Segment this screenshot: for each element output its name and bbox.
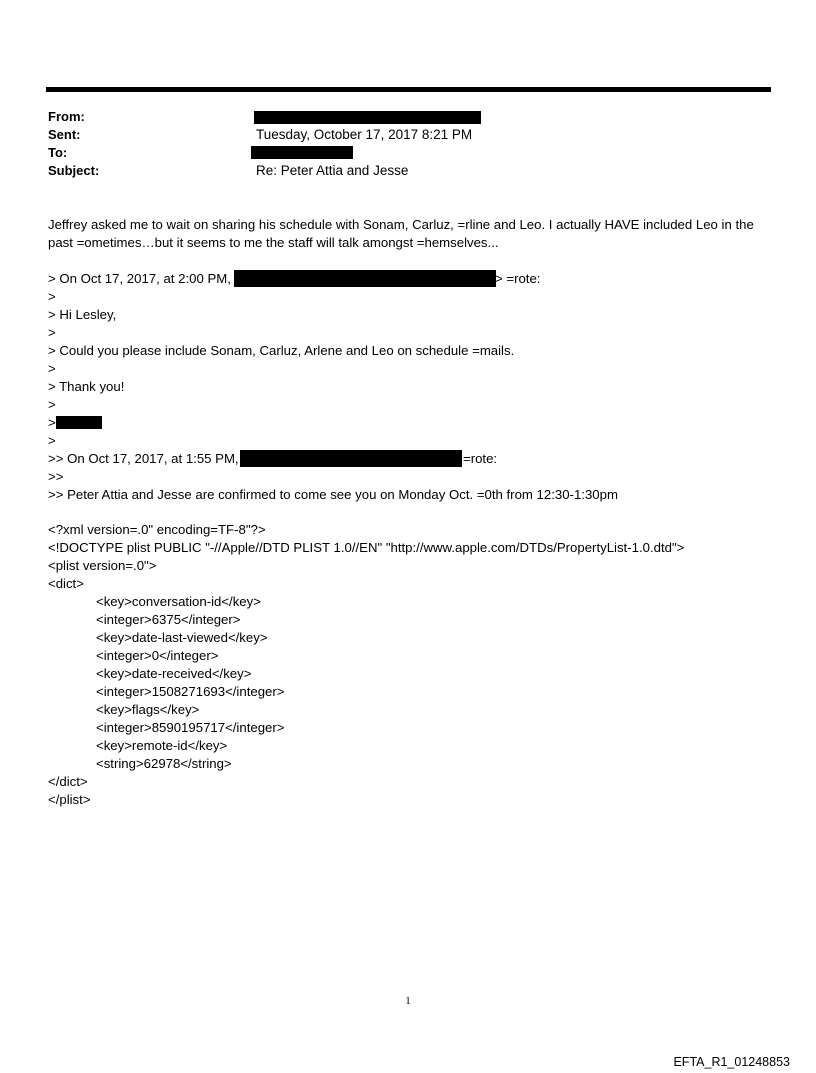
sent-label: Sent:	[48, 127, 81, 142]
plist-line: <integer>8590195717</integer>	[96, 720, 285, 735]
plist-line: <string>62978</string>	[96, 756, 232, 771]
plist-line: <integer>1508271693</integer>	[96, 684, 285, 699]
from-redaction	[254, 111, 481, 124]
plist-line: <plist version=.0">	[48, 558, 157, 573]
from-label: From:	[48, 109, 85, 124]
plist-line: <key>date-last-viewed</key>	[96, 630, 268, 645]
sent-value: Tuesday, October 17, 2017 8:21 PM	[256, 127, 473, 142]
quote-line: >	[48, 361, 56, 376]
quote-2-suffix: =rote:	[463, 451, 498, 466]
plist-line: </plist>	[48, 792, 91, 807]
plist-line: <key>date-received</key>	[96, 666, 252, 681]
header-rule	[46, 87, 771, 92]
plist-line: <key>remote-id</key>	[96, 738, 228, 753]
quote-2-prefix: >> On Oct 17, 2017, at 1:55 PM,	[48, 451, 239, 466]
plist-line: <key>flags</key>	[96, 702, 200, 717]
body-paragraph-line-1: Jeffrey asked me to wait on sharing his schedule with Sonam, Carluz, =rline and Leo. I actually HAVE included Leo in the	[48, 217, 754, 232]
plist-line: <integer>6375</integer>	[96, 612, 241, 627]
body-paragraph-line-2: past =ometimes…but it seems to me the staff will talk amongst =hemselves...	[48, 235, 499, 250]
quote-thanks: > Thank you!	[48, 379, 125, 394]
to-label: To:	[48, 145, 68, 160]
plist-line: <?xml version=.0" encoding=TF-8"?>	[48, 522, 266, 537]
plist-line: </dict>	[48, 774, 88, 789]
quote-2-sender-redaction	[240, 450, 462, 467]
quote-line: >	[48, 433, 56, 448]
document-id: EFTA_R1_01248853	[673, 1055, 790, 1069]
quote-request: > Could you please include Sonam, Carluz, Arlene and Leo on schedule =mails.	[48, 343, 515, 358]
subject-label: Subject:	[48, 163, 100, 178]
quote-1-suffix: > =rote:	[495, 271, 541, 286]
quote-1-prefix: > On Oct 17, 2017, at 2:00 PM,	[48, 271, 231, 286]
quote-1-sender-redaction	[234, 270, 496, 287]
to-redaction	[251, 146, 353, 159]
plist-line: <dict>	[48, 576, 84, 591]
quote-line: >	[48, 397, 56, 412]
page-number: 1	[405, 995, 411, 1007]
signature-redaction	[56, 416, 102, 429]
quote-line: >>	[48, 469, 64, 484]
subject-value: Re: Peter Attia and Jesse	[256, 163, 409, 178]
plist-line: <key>conversation-id</key>	[96, 594, 261, 609]
quote-confirmation: >> Peter Attia and Jesse are confirmed to come see you on Monday Oct. =0th from 12:30-1:30pm	[48, 487, 618, 502]
plist-line: <integer>0</integer>	[96, 648, 219, 663]
plist-line: <!DOCTYPE plist PUBLIC "-//Apple//DTD PLIST 1.0//EN" "http://www.apple.com/DTDs/PropertyList-1.0.dtd">	[48, 540, 685, 555]
quote-greeting: > Hi Lesley,	[48, 307, 117, 322]
quote-line: >	[48, 325, 56, 340]
quote-signature-prefix: >	[48, 415, 56, 430]
quote-line: >	[48, 289, 56, 304]
